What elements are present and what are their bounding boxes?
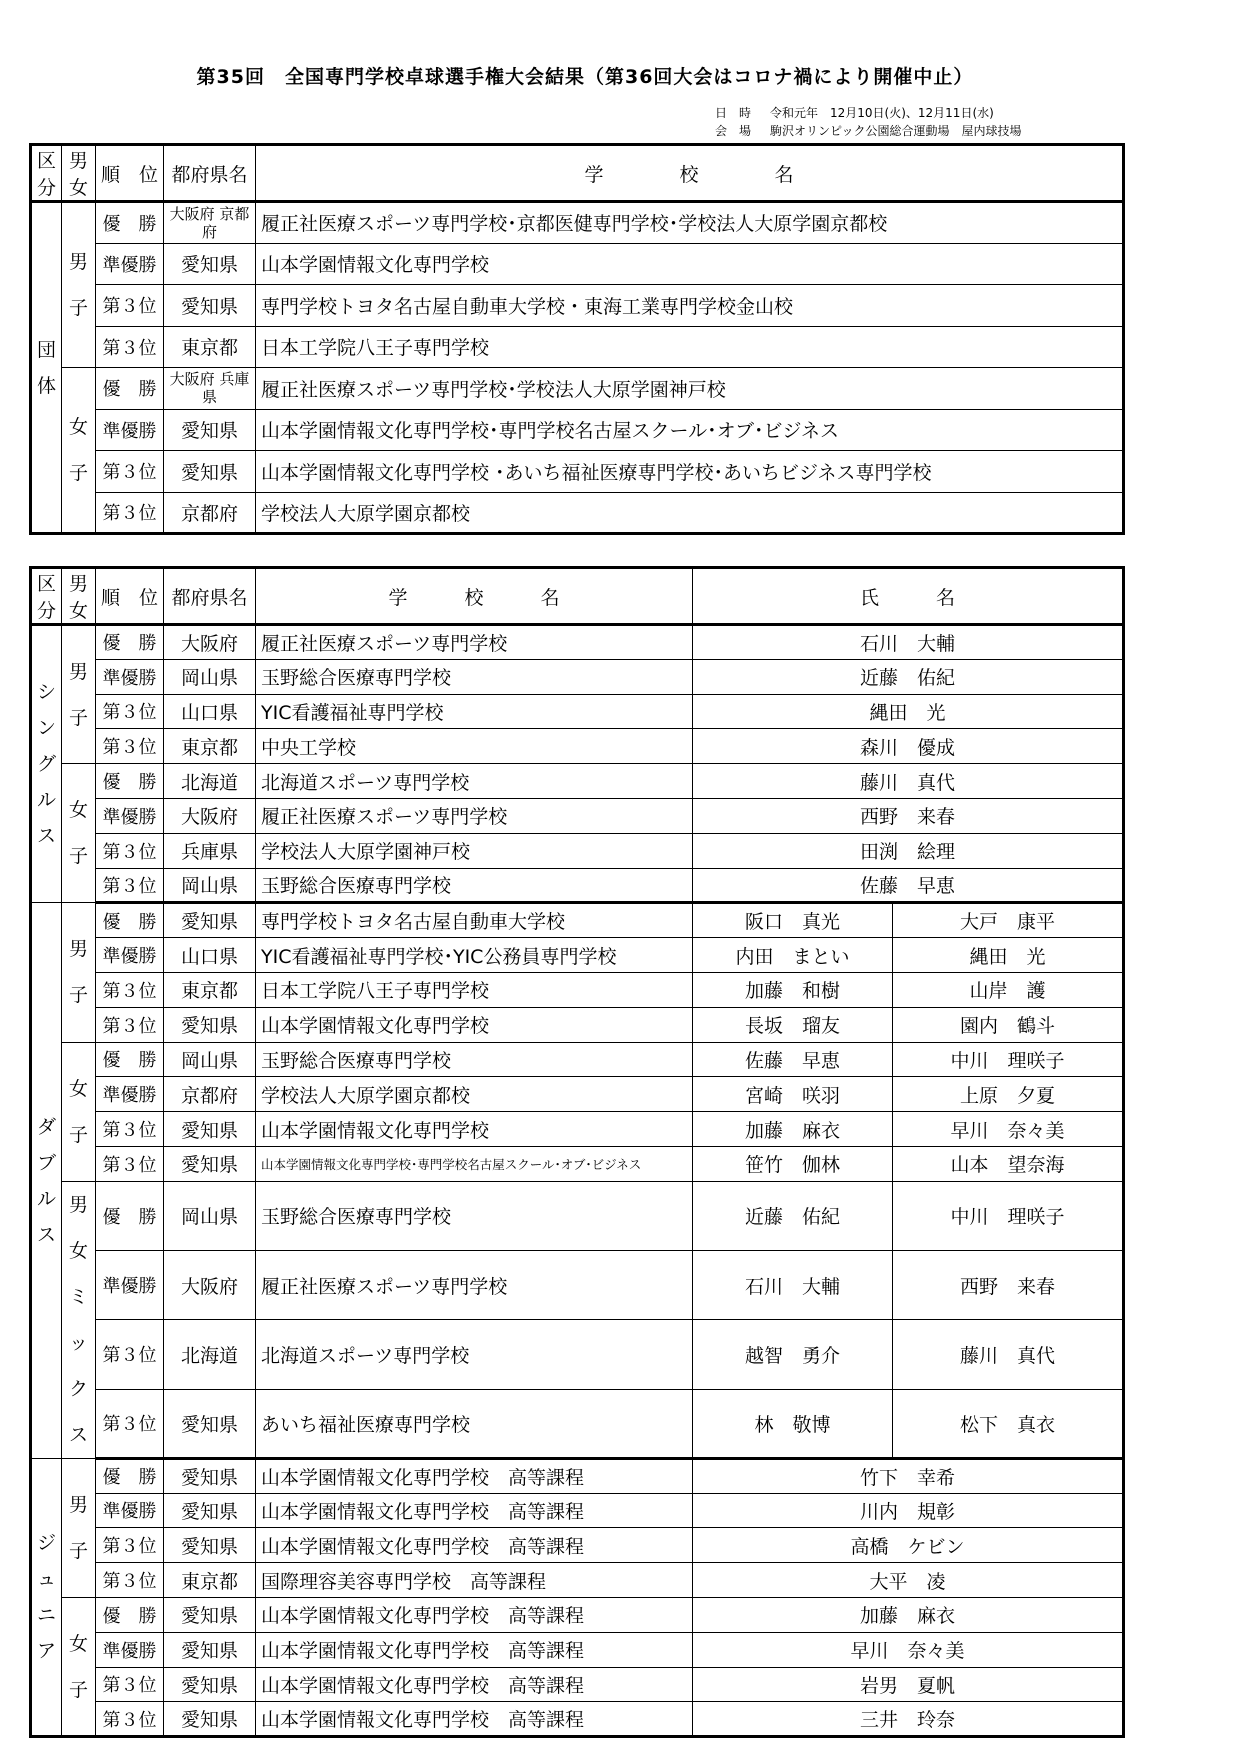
table-row — [31, 409, 1124, 451]
school-cell: 山本学園情報文化専門学校 高等課程 — [256, 1702, 693, 1737]
player-1-name: 佐藤 早恵 — [693, 1042, 893, 1077]
rank-cell: 優 勝 — [96, 1042, 164, 1077]
gender-singles-men — [62, 625, 96, 764]
table-row — [31, 938, 1124, 973]
prefecture-cell: 北海道 — [164, 764, 256, 799]
player-2-name: 大戸 康平 — [893, 903, 1124, 938]
player-2-name: 松下 真衣 — [893, 1389, 1124, 1458]
rank-cell: 優 勝 — [96, 202, 164, 244]
school-cell: 履正社医療スポーツ専門学校･学校法人大原学園神戸校 — [256, 368, 1124, 410]
player-name: 竹下 幸希 — [693, 1458, 1124, 1493]
table-row — [31, 1632, 1124, 1667]
gender-doubles-mixed-text: 男女ミックス — [68, 1193, 88, 1446]
table-row — [31, 451, 1124, 493]
prefecture-cell: 岡山県 — [164, 868, 256, 903]
school-cell: 山本学園情報文化専門学校 高等課程 — [256, 1632, 693, 1667]
prefecture-cell: 愛知県 — [164, 1389, 256, 1458]
player-name: 三井 玲奈 — [693, 1702, 1124, 1737]
rank-cell: 第３位 — [96, 326, 164, 368]
gender-singles-women — [62, 764, 96, 903]
prefecture-cell: 大阪府 — [164, 1251, 256, 1320]
individual-header-row — [31, 568, 1124, 625]
player-1-name: 近藤 佑紀 — [693, 1181, 893, 1250]
table-row — [31, 1042, 1124, 1077]
gender-singles-men-text: 男子 — [68, 660, 88, 729]
player-1-name: 内田 まとい — [693, 938, 893, 973]
player-name: 岩男 夏帆 — [693, 1667, 1124, 1702]
prefecture-cell: 東京都 — [164, 1563, 256, 1598]
player-name: 高橋 ケビン — [693, 1528, 1124, 1563]
gender-team-men — [62, 202, 96, 368]
gender-doubles-women — [62, 1042, 96, 1181]
gender-doubles-women-text: 女子 — [68, 1077, 88, 1146]
prefecture-cell: 大阪府 — [164, 798, 256, 833]
gender-team-women-text: 女子 — [68, 416, 88, 484]
table-row — [31, 1528, 1124, 1563]
rank-cell: 第３位 — [96, 868, 164, 903]
player-1-name: 阪口 真光 — [693, 903, 893, 938]
date-label: 日 時 — [715, 106, 752, 120]
table-row — [31, 625, 1124, 660]
rank-cell: 準優勝 — [96, 1632, 164, 1667]
player-1-name: 加藤 麻衣 — [693, 1112, 893, 1147]
school-cell: 学校法人大原学園京都校 — [256, 492, 1124, 534]
school-cell: あいち福祉医療専門学校 — [256, 1389, 693, 1458]
header-school-2: 学 校 名 — [256, 568, 693, 625]
table-row — [31, 1667, 1124, 1702]
player-1-name: 長坂 瑠友 — [693, 1007, 893, 1042]
player-2-name: 山本 望奈海 — [893, 1146, 1124, 1181]
player-2-name: 西野 来春 — [893, 1251, 1124, 1320]
header-rank: 順 位 — [96, 145, 164, 202]
school-cell: 山本学園情報文化専門学校 高等課程 — [256, 1667, 693, 1702]
table-row — [31, 1007, 1124, 1042]
school-cell: 山本学園情報文化専門学校 — [256, 243, 1124, 285]
player-name: 早川 奈々美 — [693, 1632, 1124, 1667]
rank-cell: 準優勝 — [96, 659, 164, 694]
rank-cell: 第３位 — [96, 972, 164, 1007]
prefecture-cell: 大阪府 京都府 — [164, 202, 256, 244]
rank-cell: 準優勝 — [96, 1251, 164, 1320]
header-category: 区分 — [31, 145, 62, 202]
school-cell: 山本学園情報文化専門学校･専門学校名古屋スクール･オブ･ビジネス — [256, 409, 1124, 451]
rank-cell: 第３位 — [96, 1667, 164, 1702]
category-team-text: 団体 — [36, 338, 56, 397]
gender-team-women — [62, 368, 96, 534]
table-row — [31, 764, 1124, 799]
date-line — [715, 104, 994, 121]
player-2-name: 藤川 真代 — [893, 1320, 1124, 1389]
player-1-name: 宮崎 咲羽 — [693, 1077, 893, 1112]
header-school: 学 校 名 — [256, 145, 1124, 202]
school-cell: 山本学園情報文化専門学校 ･あいち福祉医療専門学校･あいちビジネス専門学校 — [256, 451, 1124, 493]
rank-cell: 第３位 — [96, 1320, 164, 1389]
individual-body — [31, 625, 1124, 1737]
table-row — [31, 659, 1124, 694]
header-gender-2: 男女 — [62, 568, 96, 625]
table-row — [31, 492, 1124, 534]
prefecture-cell: 愛知県 — [164, 903, 256, 938]
school-cell: 学校法人大原学園京都校 — [256, 1077, 693, 1112]
prefecture-cell: 愛知県 — [164, 409, 256, 451]
table-row — [31, 729, 1124, 764]
rank-cell: 第３位 — [96, 1112, 164, 1147]
prefecture-cell: 愛知県 — [164, 243, 256, 285]
venue-line — [715, 122, 1022, 139]
rank-cell: 優 勝 — [96, 903, 164, 938]
prefecture-cell: 愛知県 — [164, 1667, 256, 1702]
player-2-name: 早川 奈々美 — [893, 1112, 1124, 1147]
prefecture-cell: 愛知県 — [164, 1112, 256, 1147]
table-row — [31, 1563, 1124, 1598]
table-row — [31, 694, 1124, 729]
prefecture-cell: 愛知県 — [164, 1632, 256, 1667]
category-junior-text: ジュニア — [36, 1531, 56, 1662]
header-prefecture-2: 都府県名 — [164, 568, 256, 625]
rank-cell: 第３位 — [96, 1007, 164, 1042]
prefecture-cell: 北海道 — [164, 1320, 256, 1389]
prefecture-cell: 山口県 — [164, 938, 256, 973]
rank-cell: 優 勝 — [96, 625, 164, 660]
school-cell: 履正社医療スポーツ専門学校 — [256, 625, 693, 660]
player-1-name: 加藤 和樹 — [693, 972, 893, 1007]
school-cell: 学校法人大原学園神戸校 — [256, 833, 693, 868]
player-name: 森川 優成 — [693, 729, 1124, 764]
player-2-name: 中川 理咲子 — [893, 1042, 1124, 1077]
rank-cell: 第３位 — [96, 1528, 164, 1563]
prefecture-cell: 愛知県 — [164, 1493, 256, 1528]
table-row — [31, 1458, 1124, 1493]
rank-cell: 第３位 — [96, 492, 164, 534]
prefecture-cell: 愛知県 — [164, 451, 256, 493]
prefecture-cell: 東京都 — [164, 729, 256, 764]
rank-cell: 準優勝 — [96, 938, 164, 973]
table-row — [31, 1389, 1124, 1458]
player-2-name: 縄田 光 — [893, 938, 1124, 973]
player-name: 佐藤 早恵 — [693, 868, 1124, 903]
school-cell: 山本学園情報文化専門学校 — [256, 1007, 693, 1042]
player-name: 西野 来春 — [693, 798, 1124, 833]
table-row — [31, 1597, 1124, 1632]
rank-cell: 第３位 — [96, 833, 164, 868]
school-cell: 日本工学院八王子専門学校 — [256, 972, 693, 1007]
table-row — [31, 1251, 1124, 1320]
player-1-name: 越智 勇介 — [693, 1320, 893, 1389]
table-row — [31, 1181, 1124, 1250]
table-row — [31, 368, 1124, 410]
individual-results-table — [29, 566, 1125, 1738]
player-2-name: 園内 鶴斗 — [893, 1007, 1124, 1042]
header-gender: 男女 — [62, 145, 96, 202]
player-1-name: 林 敬博 — [693, 1389, 893, 1458]
player-1-name: 笹竹 伽林 — [693, 1146, 893, 1181]
prefecture-cell: 京都府 — [164, 492, 256, 534]
table-row — [31, 1320, 1124, 1389]
prefecture-cell: 岡山県 — [164, 659, 256, 694]
school-cell: 北海道スポーツ専門学校 — [256, 764, 693, 799]
prefecture-cell: 大阪府 兵庫県 — [164, 368, 256, 410]
player-name: 田渕 絵理 — [693, 833, 1124, 868]
rank-cell: 第３位 — [96, 694, 164, 729]
school-cell: 山本学園情報文化専門学校･専門学校名古屋スクール･オブ･ビジネス — [256, 1146, 693, 1181]
rank-cell: 第３位 — [96, 1389, 164, 1458]
rank-cell: 優 勝 — [96, 1458, 164, 1493]
school-cell: 山本学園情報文化専門学校 高等課程 — [256, 1597, 693, 1632]
player-name: 藤川 真代 — [693, 764, 1124, 799]
table-row — [31, 285, 1124, 327]
team-header-row — [31, 145, 1124, 202]
school-cell: 中央工学校 — [256, 729, 693, 764]
venue-label: 会 場 — [715, 124, 752, 138]
player-name: 石川 大輔 — [693, 625, 1124, 660]
player-2-name: 山岸 護 — [893, 972, 1124, 1007]
player-1-name: 石川 大輔 — [693, 1251, 893, 1320]
prefecture-cell: 山口県 — [164, 694, 256, 729]
player-name: 川内 規彰 — [693, 1493, 1124, 1528]
table-row — [31, 1493, 1124, 1528]
prefecture-cell: 愛知県 — [164, 285, 256, 327]
gender-junior-women-text: 女子 — [68, 1632, 88, 1701]
team-body — [31, 202, 1124, 534]
prefecture-cell: 愛知県 — [164, 1007, 256, 1042]
school-cell: 専門学校トヨタ名古屋自動車大学校・東海工業専門学校金山校 — [256, 285, 1124, 327]
school-cell: 北海道スポーツ専門学校 — [256, 1320, 693, 1389]
school-cell: 履正社医療スポーツ専門学校･京都医健専門学校･学校法人大原学園京都校 — [256, 202, 1124, 244]
prefecture-cell: 兵庫県 — [164, 833, 256, 868]
rank-cell: 第３位 — [96, 729, 164, 764]
category-team — [31, 202, 62, 534]
school-cell: 山本学園情報文化専門学校 — [256, 1112, 693, 1147]
rank-cell: 第３位 — [96, 1146, 164, 1181]
school-cell: 玉野総合医療専門学校 — [256, 868, 693, 903]
category-junior — [31, 1458, 62, 1736]
rank-cell: 準優勝 — [96, 409, 164, 451]
rank-cell: 第３位 — [96, 1563, 164, 1598]
table-row — [31, 833, 1124, 868]
player-2-name: 中川 理咲子 — [893, 1181, 1124, 1250]
player-name: 近藤 佑紀 — [693, 659, 1124, 694]
school-cell: 山本学園情報文化専門学校 高等課程 — [256, 1528, 693, 1563]
table-row — [31, 798, 1124, 833]
header-rank-2: 順 位 — [96, 568, 164, 625]
prefecture-cell: 岡山県 — [164, 1181, 256, 1250]
table-row — [31, 1112, 1124, 1147]
school-cell: YIC看護福祉専門学校･YIC公務員専門学校 — [256, 938, 693, 973]
school-cell: 履正社医療スポーツ専門学校 — [256, 798, 693, 833]
header-prefecture: 都府県名 — [164, 145, 256, 202]
school-cell: 山本学園情報文化専門学校 高等課程 — [256, 1493, 693, 1528]
header-category-2: 区分 — [31, 568, 62, 625]
rank-cell: 準優勝 — [96, 1077, 164, 1112]
rank-cell: 優 勝 — [96, 1181, 164, 1250]
player-2-name: 上原 夕夏 — [893, 1077, 1124, 1112]
rank-cell: 準優勝 — [96, 798, 164, 833]
prefecture-cell: 大阪府 — [164, 625, 256, 660]
school-cell: 履正社医療スポーツ専門学校 — [256, 1251, 693, 1320]
table-row — [31, 1077, 1124, 1112]
category-doubles-text: ダブルス — [36, 1115, 56, 1246]
gender-team-men-text: 男子 — [68, 251, 88, 319]
school-cell: 日本工学院八王子専門学校 — [256, 326, 1124, 368]
prefecture-cell: 岡山県 — [164, 1042, 256, 1077]
table-row — [31, 868, 1124, 903]
prefecture-cell: 愛知県 — [164, 1702, 256, 1737]
table-row — [31, 972, 1124, 1007]
player-name: 大平 凌 — [693, 1563, 1124, 1598]
prefecture-cell: 愛知県 — [164, 1528, 256, 1563]
player-name: 縄田 光 — [693, 694, 1124, 729]
prefecture-cell: 愛知県 — [164, 1597, 256, 1632]
table-row — [31, 1702, 1124, 1737]
table-row — [31, 1146, 1124, 1181]
school-cell: 玉野総合医療専門学校 — [256, 1181, 693, 1250]
gender-junior-men — [62, 1458, 96, 1597]
player-name: 加藤 麻衣 — [693, 1597, 1124, 1632]
category-singles — [31, 625, 62, 903]
date-value: 令和元年 12月10日(火)、12月11日(水) — [770, 106, 994, 120]
prefecture-cell: 東京都 — [164, 326, 256, 368]
rank-cell: 優 勝 — [96, 368, 164, 410]
gender-doubles-men — [62, 903, 96, 1042]
venue-value: 駒沢オリンピック公園総合運動場 屋内球技場 — [770, 124, 1022, 138]
gender-junior-women — [62, 1597, 96, 1736]
table-row — [31, 243, 1124, 285]
team-results-table — [29, 143, 1125, 535]
gender-doubles-men-text: 男子 — [68, 938, 88, 1007]
table-row — [31, 202, 1124, 244]
prefecture-cell: 京都府 — [164, 1077, 256, 1112]
school-cell: 専門学校トヨタ名古屋自動車大学校 — [256, 903, 693, 938]
category-doubles — [31, 903, 62, 1458]
rank-cell: 準優勝 — [96, 1493, 164, 1528]
table-row — [31, 326, 1124, 368]
rank-cell: 第３位 — [96, 285, 164, 327]
prefecture-cell: 愛知県 — [164, 1458, 256, 1493]
header-name: 氏 名 — [693, 568, 1124, 625]
school-cell: 国際理容美容専門学校 高等課程 — [256, 1563, 693, 1598]
category-singles-text: シングルス — [36, 681, 56, 848]
prefecture-cell: 東京都 — [164, 972, 256, 1007]
gender-junior-men-text: 男子 — [68, 1493, 88, 1562]
rank-cell: 第３位 — [96, 451, 164, 493]
rank-cell: 第３位 — [96, 1702, 164, 1737]
page-title: 第35回 全国専門学校卓球選手権大会結果（第36回大会はコロナ禍により開催中止） — [196, 66, 974, 88]
table-row — [31, 903, 1124, 938]
gender-doubles-mixed — [62, 1181, 96, 1458]
school-cell: 玉野総合医療専門学校 — [256, 659, 693, 694]
school-cell: 山本学園情報文化専門学校 高等課程 — [256, 1458, 693, 1493]
school-cell: 玉野総合医療専門学校 — [256, 1042, 693, 1077]
rank-cell: 優 勝 — [96, 1597, 164, 1632]
rank-cell: 優 勝 — [96, 764, 164, 799]
rank-cell: 準優勝 — [96, 243, 164, 285]
prefecture-cell: 愛知県 — [164, 1146, 256, 1181]
gender-singles-women-text: 女子 — [68, 799, 88, 868]
school-cell: YIC看護福祉専門学校 — [256, 694, 693, 729]
